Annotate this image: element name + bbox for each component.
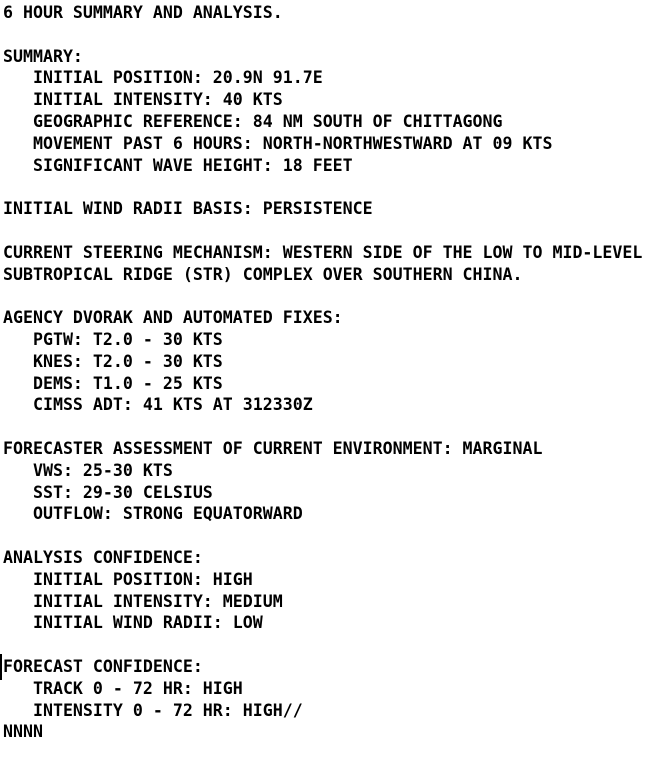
text-line: INITIAL POSITION: 20.9N 91.7E [3, 68, 323, 88]
text-line: INITIAL WIND RADII BASIS: PERSISTENCE [3, 199, 373, 219]
text-line [3, 285, 653, 307]
text-line [3, 220, 653, 242]
text-line: INITIAL INTENSITY: MEDIUM [3, 591, 283, 611]
text-line: PGTW: T2.0 - 30 KTS [3, 329, 223, 349]
text-line: GEOGRAPHIC REFERENCE: 84 NM SOUTH OF CHITTAGONG [3, 111, 503, 131]
text-cursor [0, 654, 2, 680]
text-line: SST: 29-30 CELSIUS [3, 482, 213, 502]
text-line: INITIAL POSITION: HIGH [3, 569, 253, 589]
text-line: CURRENT STEERING MECHANISM: WESTERN SIDE OF THE LOW TO MID-LEVEL [3, 242, 643, 262]
text-line [3, 634, 653, 656]
text-line: INITIAL INTENSITY: 40 KTS [3, 90, 283, 110]
text-line: INITIAL WIND RADII: LOW [3, 613, 263, 633]
text-line [3, 525, 653, 547]
text-line: VWS: 25-30 KTS [3, 460, 173, 480]
text-line [3, 176, 653, 198]
text-line: AGENCY DVORAK AND AUTOMATED FIXES: [3, 308, 343, 328]
text-line [3, 24, 653, 46]
text-line: SIGNIFICANT WAVE HEIGHT: 18 FEET [3, 155, 353, 175]
text-line: KNES: T2.0 - 30 KTS [3, 351, 223, 371]
text-line: 6 HOUR SUMMARY AND ANALYSIS. [3, 3, 283, 22]
text-line: SUMMARY: [3, 46, 83, 66]
text-line: TRACK 0 - 72 HR: HIGH [3, 678, 243, 698]
text-line: FORECAST CONFIDENCE: [3, 656, 203, 676]
text-line: FORECASTER ASSESSMENT OF CURRENT ENVIRONMENT: MARGINAL [3, 438, 543, 458]
text-line: DEMS: T1.0 - 25 KTS [3, 373, 223, 393]
text-line: CIMSS ADT: 41 KTS AT 312330Z [3, 395, 313, 415]
text-line: MOVEMENT PAST 6 HOURS: NORTH-NORTHWESTWARD AT 09 KTS [3, 133, 553, 153]
text-line: INTENSITY 0 - 72 HR: HIGH// [3, 700, 303, 720]
text-line [3, 416, 653, 438]
text-line: ANALYSIS CONFIDENCE: [3, 547, 203, 567]
text-line: OUTFLOW: STRONG EQUATORWARD [3, 504, 303, 524]
text-line: SUBTROPICAL RIDGE (STR) COMPLEX OVER SOUTHERN CHINA. [3, 264, 523, 284]
text-line: NNNN [3, 722, 43, 742]
